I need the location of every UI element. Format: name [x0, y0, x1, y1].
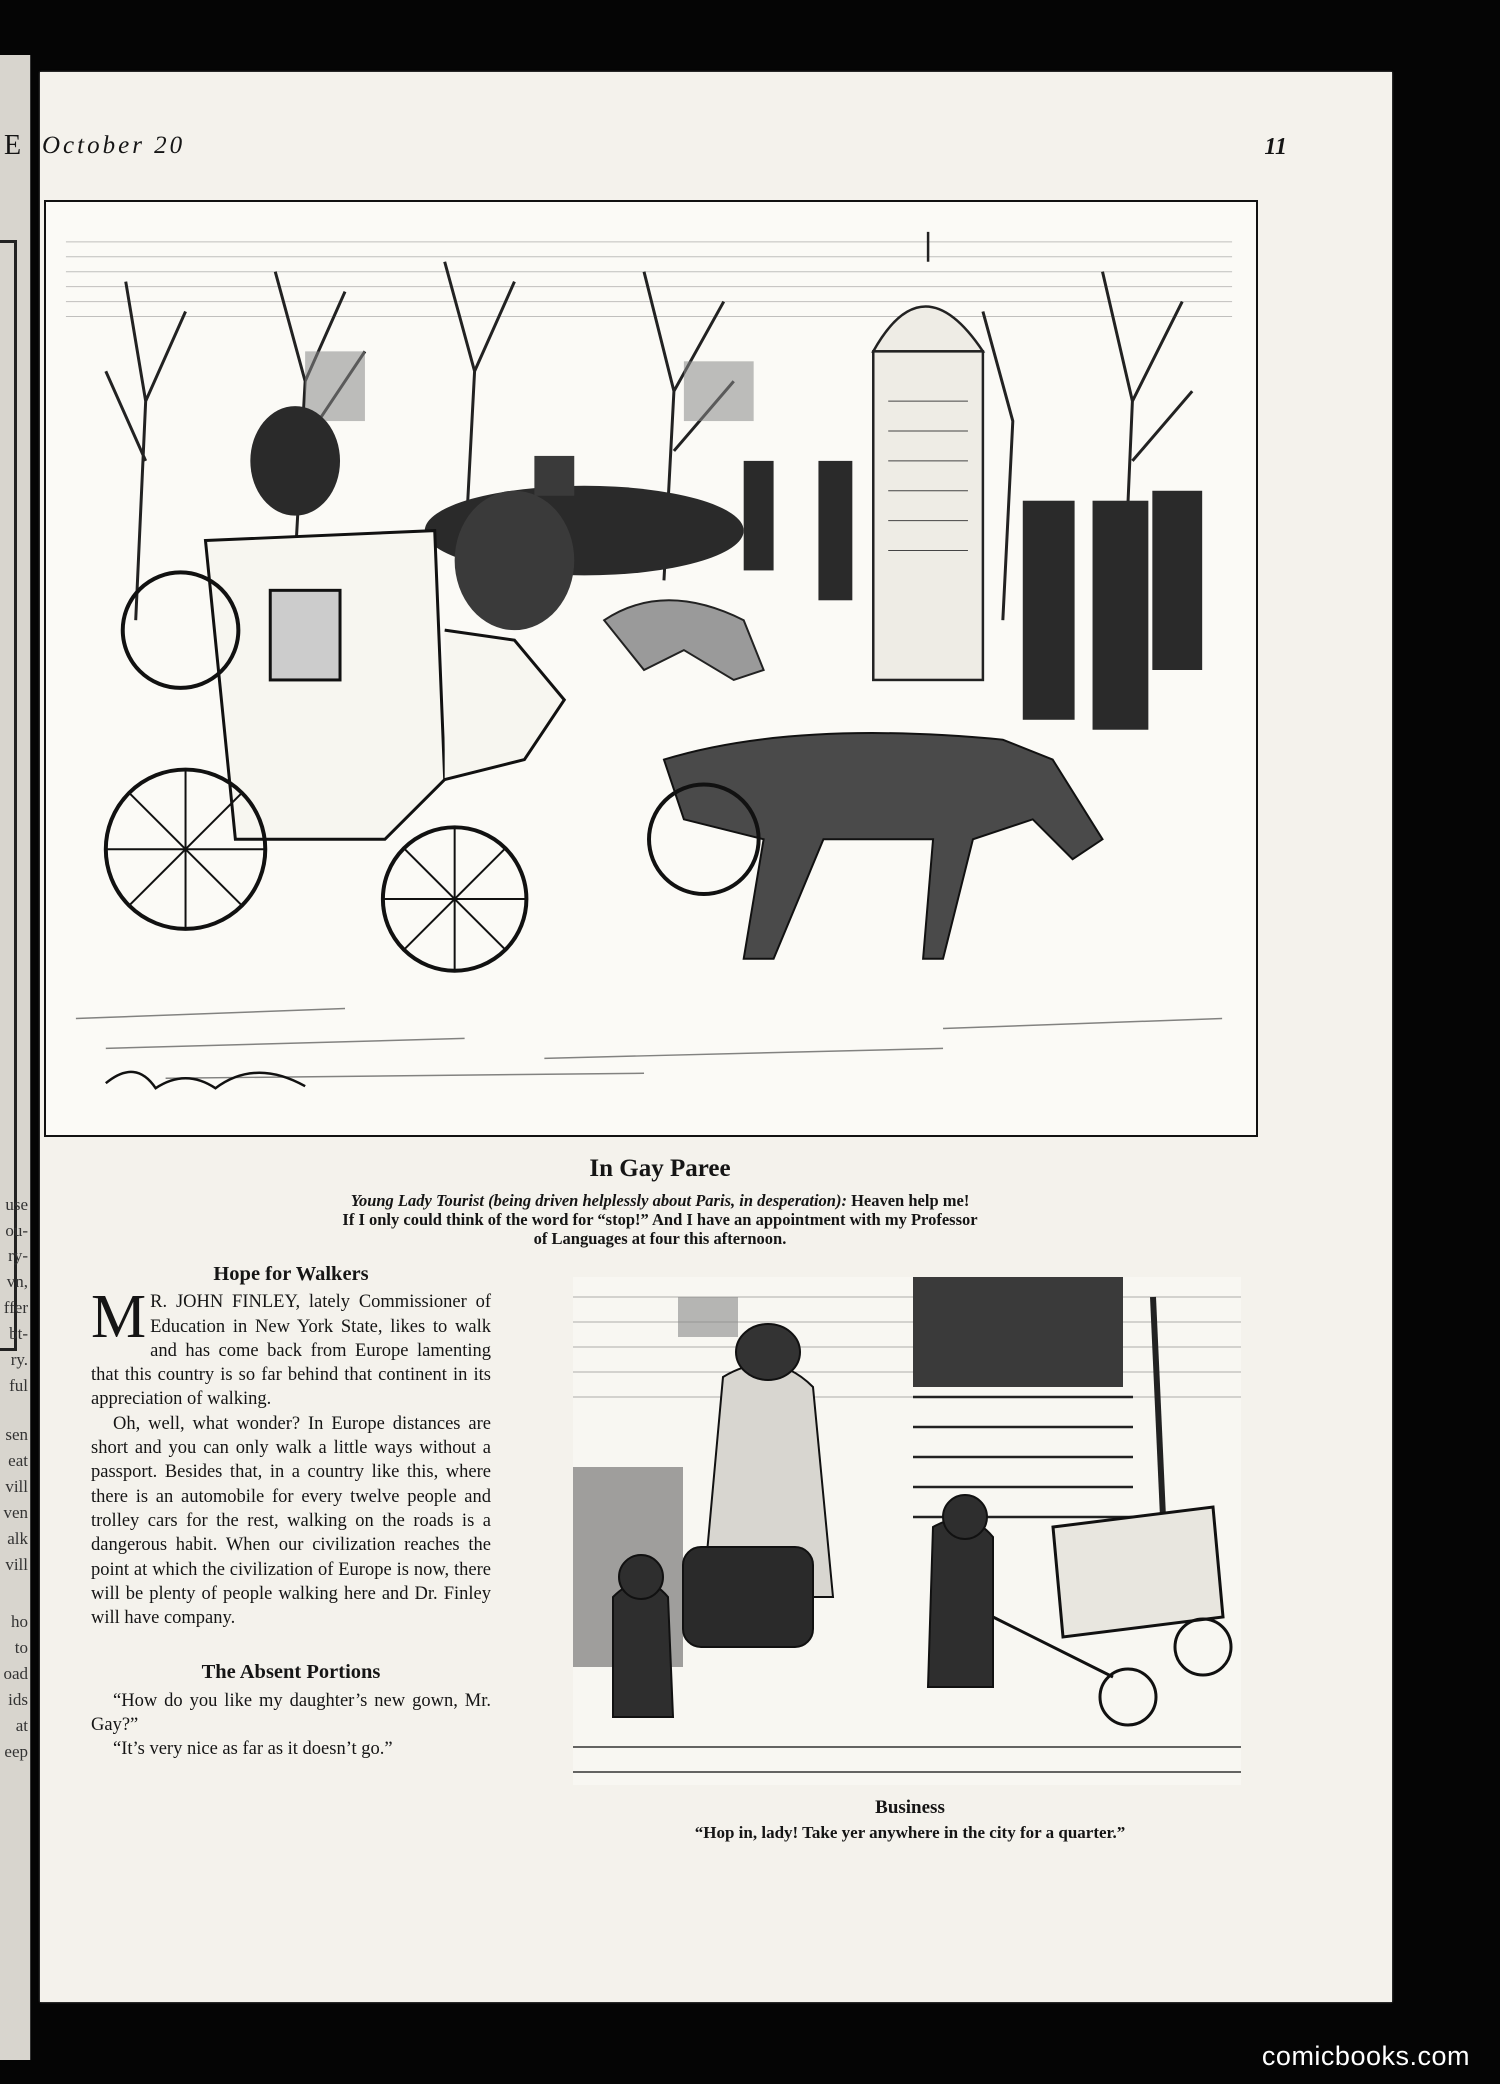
edge-fragment: ven: [3, 1503, 28, 1522]
street-scene-drawing: [573, 1277, 1241, 1785]
bottom-cartoon-caption: [560, 1797, 1260, 1843]
edge-fragment: eat: [8, 1451, 28, 1470]
page-number: 11: [1264, 134, 1287, 160]
edge-fragment: oad: [3, 1664, 28, 1683]
edge-fragment: ffer: [3, 1298, 28, 1317]
business-title: Business: [875, 1797, 945, 1818]
business-caption-line: “Hop in, lady! Take yer anywhere in the city for a quarter.”: [694, 1823, 1126, 1842]
cartoon-title: In Gay Paree: [589, 1155, 731, 1182]
article-paragraph-1-text: R. JOHN FINLEY, lately Commissioner of Education in New York State, likes to walk and has come back from Europe lamenting that this country is so far behind that continent in its appreciation of walking.: [91, 1292, 491, 1410]
edge-fragment: sen: [5, 1425, 28, 1444]
edge-fragment: ou-: [5, 1221, 28, 1240]
edge-fragment: ful: [9, 1376, 28, 1395]
joke-line-2: “It’s very nice as far as it doesn’t go.”: [113, 1739, 393, 1760]
magazine-page: [40, 72, 1392, 2002]
article-heading-absent-portions: The Absent Portions: [201, 1661, 381, 1684]
edge-fragment: ry.: [10, 1350, 28, 1369]
edge-fragment: use: [5, 1195, 28, 1214]
page-header: [40, 132, 1392, 172]
bottom-cartoon-illustration: [573, 1277, 1241, 1785]
edge-fragment: ids: [8, 1690, 28, 1709]
adjacent-page-edge: [0, 55, 31, 2060]
site-watermark: comicbooks.com: [1261, 2041, 1470, 2071]
caption-line-1: [190, 1191, 1130, 1210]
edge-box-rule: [0, 240, 17, 1351]
text-column: [91, 1262, 491, 1762]
edge-fragment: eep: [4, 1742, 28, 1761]
edge-fragment: to: [14, 1638, 28, 1657]
issue-date: October 20: [42, 132, 186, 159]
top-cartoon-caption: [190, 1155, 1130, 1248]
drop-cap: M: [91, 1283, 147, 1352]
edge-letter: E: [4, 130, 22, 161]
edge-fragment: vn,: [6, 1272, 28, 1291]
article-paragraph-1: [91, 1283, 491, 1411]
article-heading-hope-for-walkers: Hope for Walkers: [213, 1263, 369, 1285]
article-paragraph-2: Oh, well, what wonder? In Europe distances are short and you can only walk a little ways without a passport. Besides that, in a country like this, where there is an automobile for every twelve people and trolley cars for the rest, walking on the roads is a dangerous habit. When our civilization reaches the point at which the civilization of Europe is now, there will be plenty of people walking here and Dr. Finley will have company.: [91, 1413, 491, 1629]
edge-fragment: bt-: [9, 1324, 28, 1343]
edge-fragment: ho: [11, 1612, 28, 1631]
edge-fragment: alk: [7, 1529, 28, 1548]
top-cartoon-illustration: [44, 200, 1258, 1137]
edge-fragment: at: [15, 1716, 28, 1735]
edge-fragment: vill: [5, 1555, 28, 1574]
edge-fragment: ry-: [8, 1246, 28, 1265]
caption-line-2: If I only could think of the word for “stop!” And I have an appointment with my Professor: [342, 1210, 978, 1229]
joke-line-1: “How do you like my daughter’s new gown, Mr. Gay?”: [91, 1690, 491, 1736]
caption-line-3: of Languages at four this afternoon.: [533, 1229, 787, 1248]
caption-line-1-rest: Heaven help me!: [851, 1191, 970, 1210]
carriage-scene-drawing: [46, 202, 1256, 1135]
caption-speaker: Young Lady Tourist (being driven helplessly about Paris, in desperation):: [350, 1191, 847, 1210]
edge-fragment: vill: [5, 1477, 28, 1496]
